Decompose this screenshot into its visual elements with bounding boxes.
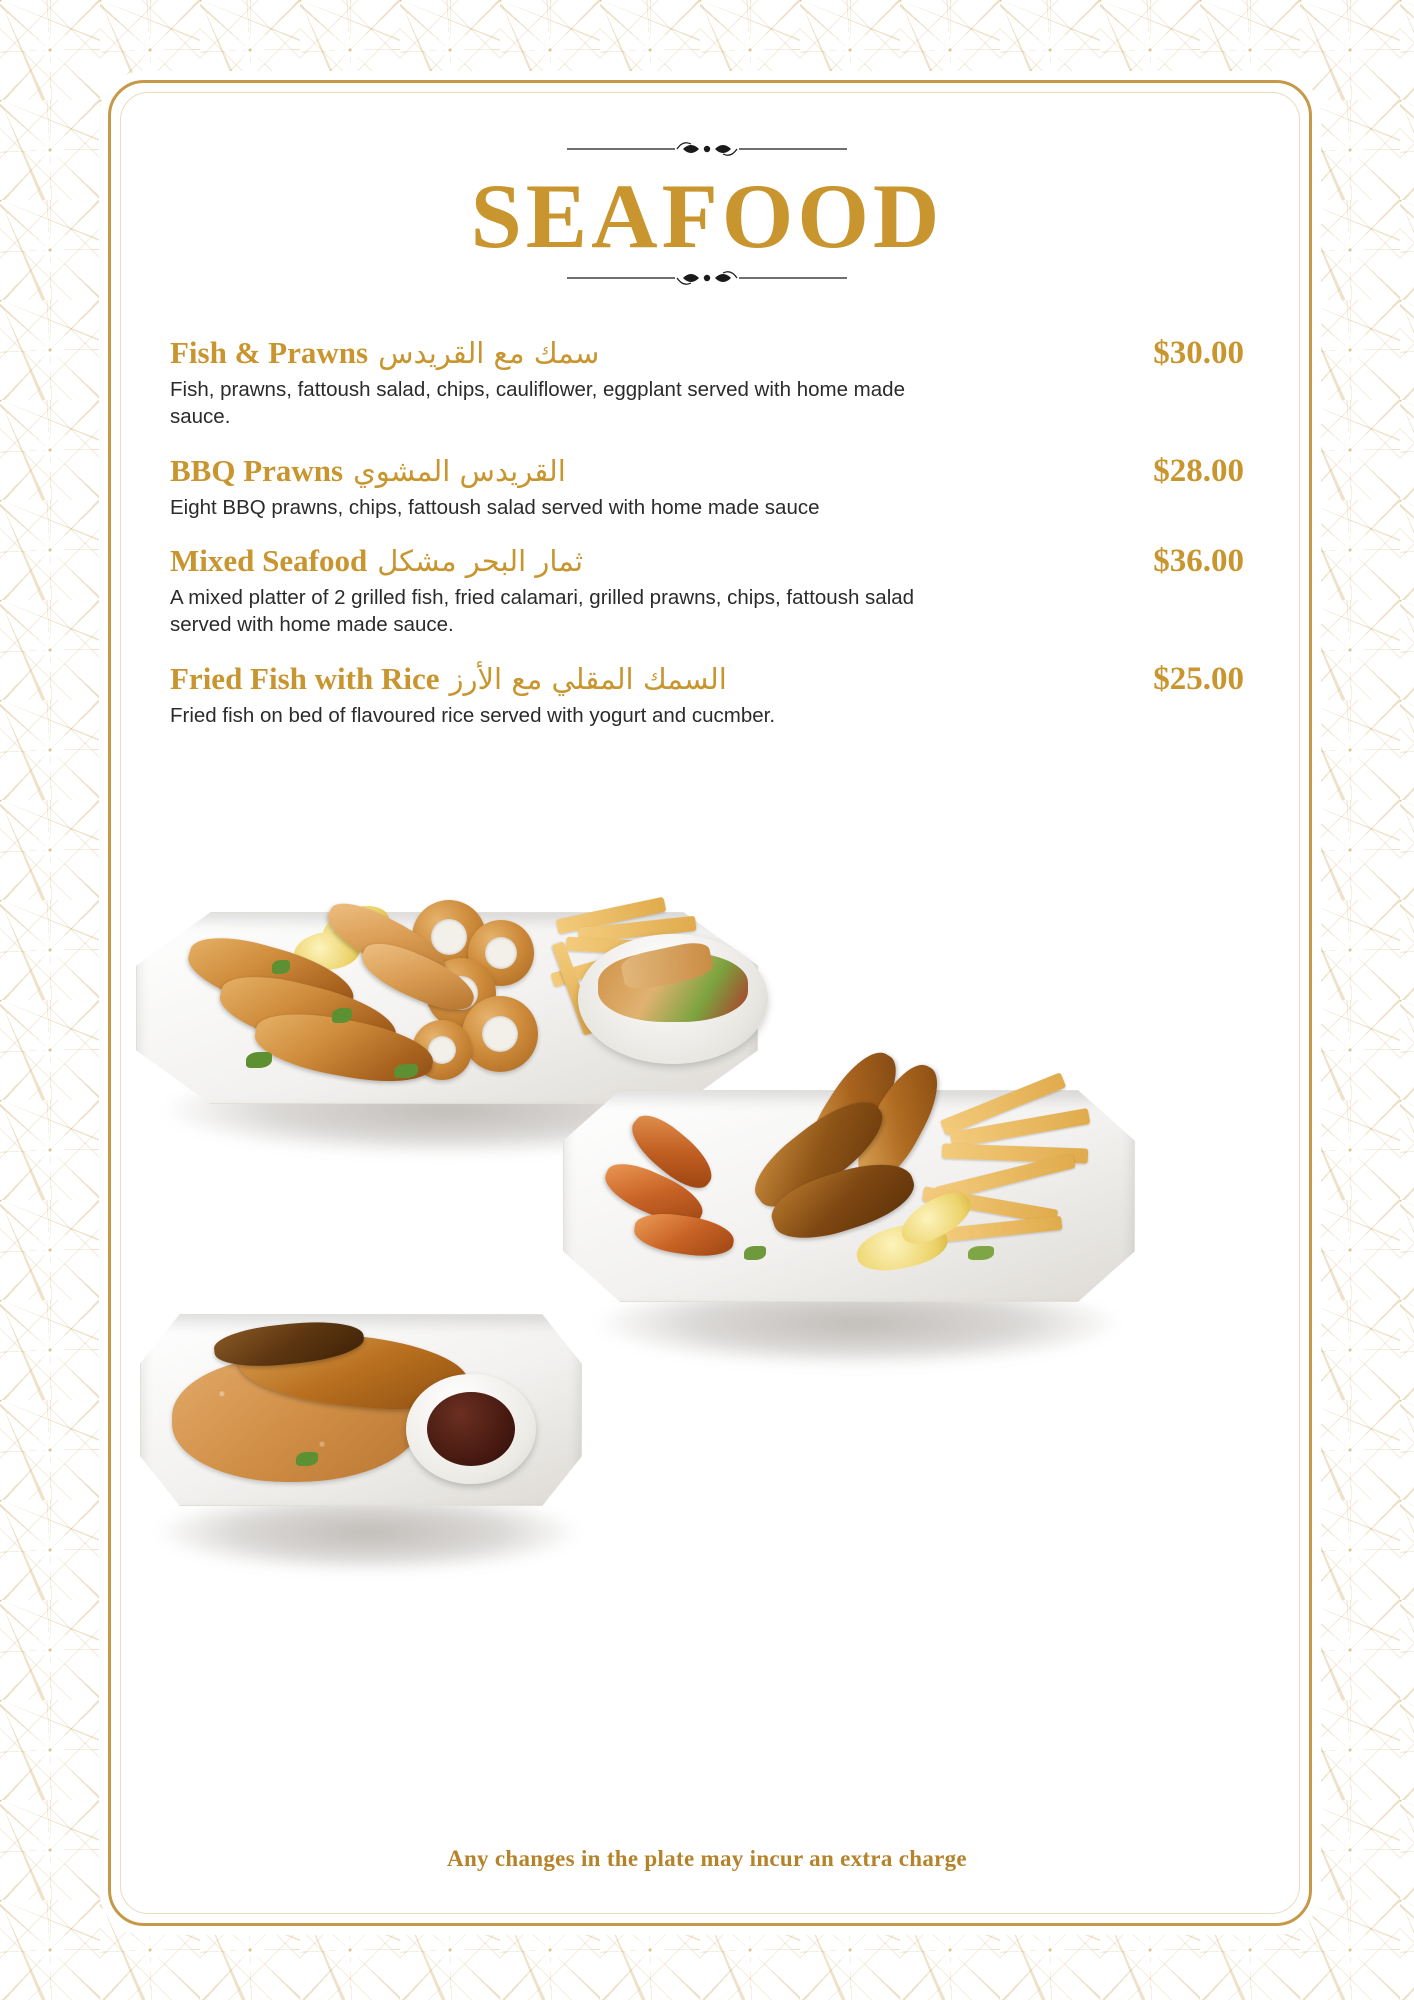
menu-item-description: Fried fish on bed of flavoured rice served with yogurt and cucmber. — [170, 703, 776, 727]
food-photo-group — [108, 860, 1306, 1790]
menu-item-names — [170, 453, 1137, 489]
menu-content — [108, 80, 1306, 1920]
food-photo-fried-seafood-platter — [538, 1050, 1158, 1360]
menu-item-name-en: BBQ Prawns — [170, 452, 344, 488]
menu-item-header — [170, 453, 1244, 490]
menu-item-header — [170, 543, 1244, 580]
footer-note: Any changes in the plate may incur an extra charge — [447, 1846, 967, 1871]
menu-item-name-en: Fish & Prawns — [170, 334, 369, 370]
menu-item-names — [170, 543, 1137, 579]
menu-item-name-en: Fried Fish with Rice — [170, 660, 440, 696]
menu-item-description: A mixed platter of 2 grilled fish, fried calamari, grilled prawns, chips, fattoush salad served with home made sauce. — [170, 586, 915, 637]
lettuce-garnish — [968, 1246, 994, 1260]
ornamental-divider-bottom-icon — [108, 267, 1306, 291]
menu-item — [170, 335, 1244, 431]
menu-item — [170, 543, 1244, 639]
menu-item — [170, 661, 1244, 729]
menu-item-names — [170, 661, 1137, 697]
parsley-garnish — [394, 1064, 418, 1078]
menu-item-description: Fish, prawns, fattoush salad, chips, cauliflower, eggplant served with home made sauce. — [170, 377, 905, 429]
menu-item-list — [170, 335, 1244, 730]
fattoush-salad-bowl — [578, 934, 768, 1064]
lettuce-garnish — [744, 1246, 766, 1260]
food-photo-fried-fish-with-rice — [128, 1280, 608, 1570]
menu-item-price: $36.00 — [1153, 543, 1244, 579]
onion-ring — [462, 996, 538, 1072]
ornamental-divider-top-icon — [108, 138, 1306, 162]
sauce-dish — [406, 1374, 536, 1484]
menu-item-header — [170, 335, 1244, 372]
title-block — [108, 80, 1306, 291]
menu-item-price: $30.00 — [1153, 334, 1244, 371]
page-title: SEAFOOD — [470, 165, 944, 267]
menu-item-name-en: Mixed Seafood — [170, 543, 368, 578]
menu-item-names — [170, 335, 1137, 371]
menu-item-name-ar: ثمار البحر مشكل — [377, 544, 584, 578]
menu-item-header — [170, 661, 1244, 698]
parsley-garnish — [246, 1052, 272, 1068]
menu-item — [170, 453, 1244, 521]
menu-item-description: Eight BBQ prawns, chips, fattoush salad served with home made sauce — [170, 495, 820, 519]
parsley-garnish — [332, 1008, 352, 1023]
parsley-garnish — [296, 1452, 318, 1466]
menu-item-name-ar: السمك المقلي مع الأرز — [449, 661, 727, 696]
menu-item-price: $28.00 — [1153, 452, 1244, 489]
menu-item-name-ar: سمك مع القريدس — [378, 335, 600, 370]
parsley-garnish — [272, 960, 290, 974]
menu-item-price: $25.00 — [1153, 660, 1244, 697]
menu-item-name-ar: القريدس المشوي — [353, 453, 566, 488]
